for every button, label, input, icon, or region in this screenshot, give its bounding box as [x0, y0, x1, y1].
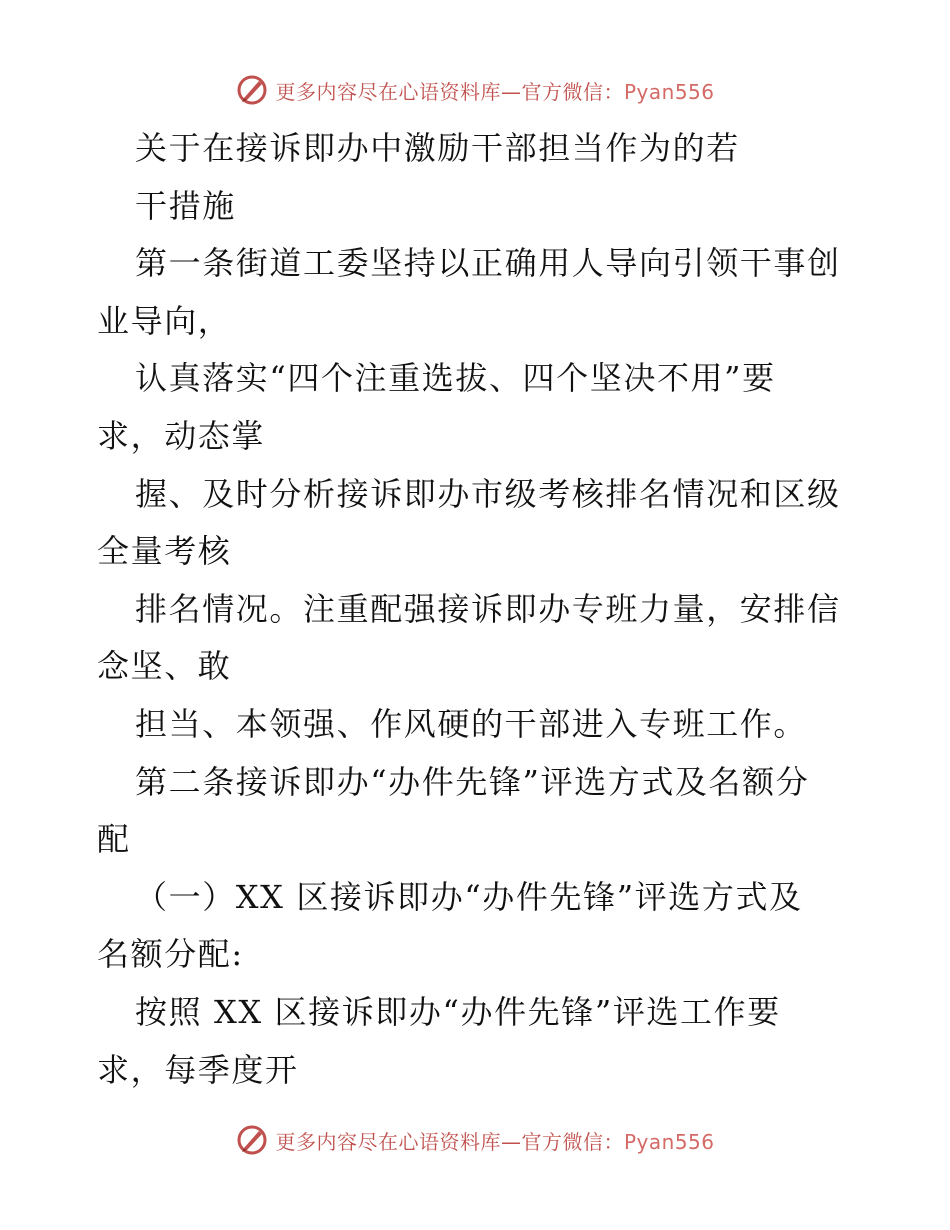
watermark-text: 更多内容尽在心语资料库—官方微信：Pyan556 [275, 79, 715, 104]
paragraph-line: 全量考核 [97, 532, 232, 571]
paragraph-line: 认真落实“四个注重选拔、四个坚决不用”要 [135, 359, 776, 398]
footer-watermark [0, 1120, 950, 1160]
paragraph-line: 第一条街道工委坚持以正确用人导向引领干事创 [135, 244, 841, 283]
wechat-id: Pyan556 [623, 1129, 715, 1154]
paragraph-line: 求，动态掌 [97, 416, 266, 455]
header-watermark [0, 70, 950, 110]
wechat-id: Pyan556 [623, 79, 715, 104]
paragraph-line: 念坚、敢 [97, 647, 232, 686]
paragraph-line: 握、及时分析接诉即办市级考核排名情况和区级 [135, 474, 841, 513]
title-line-2: 干措施 [135, 186, 236, 225]
paragraph-line: （一）XX 区接诉即办“办件先锋”评选方式及 [135, 877, 803, 916]
paragraph-line: 担当、本领强、作风硬的干部进入专班工作。 [135, 704, 808, 743]
paragraph-line: 按照 XX 区接诉即办“办件先锋”评选工作要 [135, 992, 781, 1031]
paragraph-line: 配 [97, 820, 131, 859]
paragraph-line: 排名情况。注重配强接诉即办专班力量，安排信 [135, 589, 841, 628]
pen-logo-icon [235, 73, 269, 107]
document-body [97, 120, 857, 1099]
watermark-text: 更多内容尽在心语资料库—官方微信：Pyan556 [275, 1129, 715, 1154]
pen-logo-icon [235, 1123, 269, 1157]
paragraph-line: 第二条接诉即办“办件先锋”评选方式及名额分 [135, 762, 810, 801]
paragraph-line: 求，每季度开 [97, 1050, 299, 1089]
title-line-1: 关于在接诉即办中激励干部担当作为的若 [135, 129, 740, 167]
paragraph-line: 业导向， [97, 301, 232, 340]
paragraph-line: 名额分配: [97, 935, 244, 974]
